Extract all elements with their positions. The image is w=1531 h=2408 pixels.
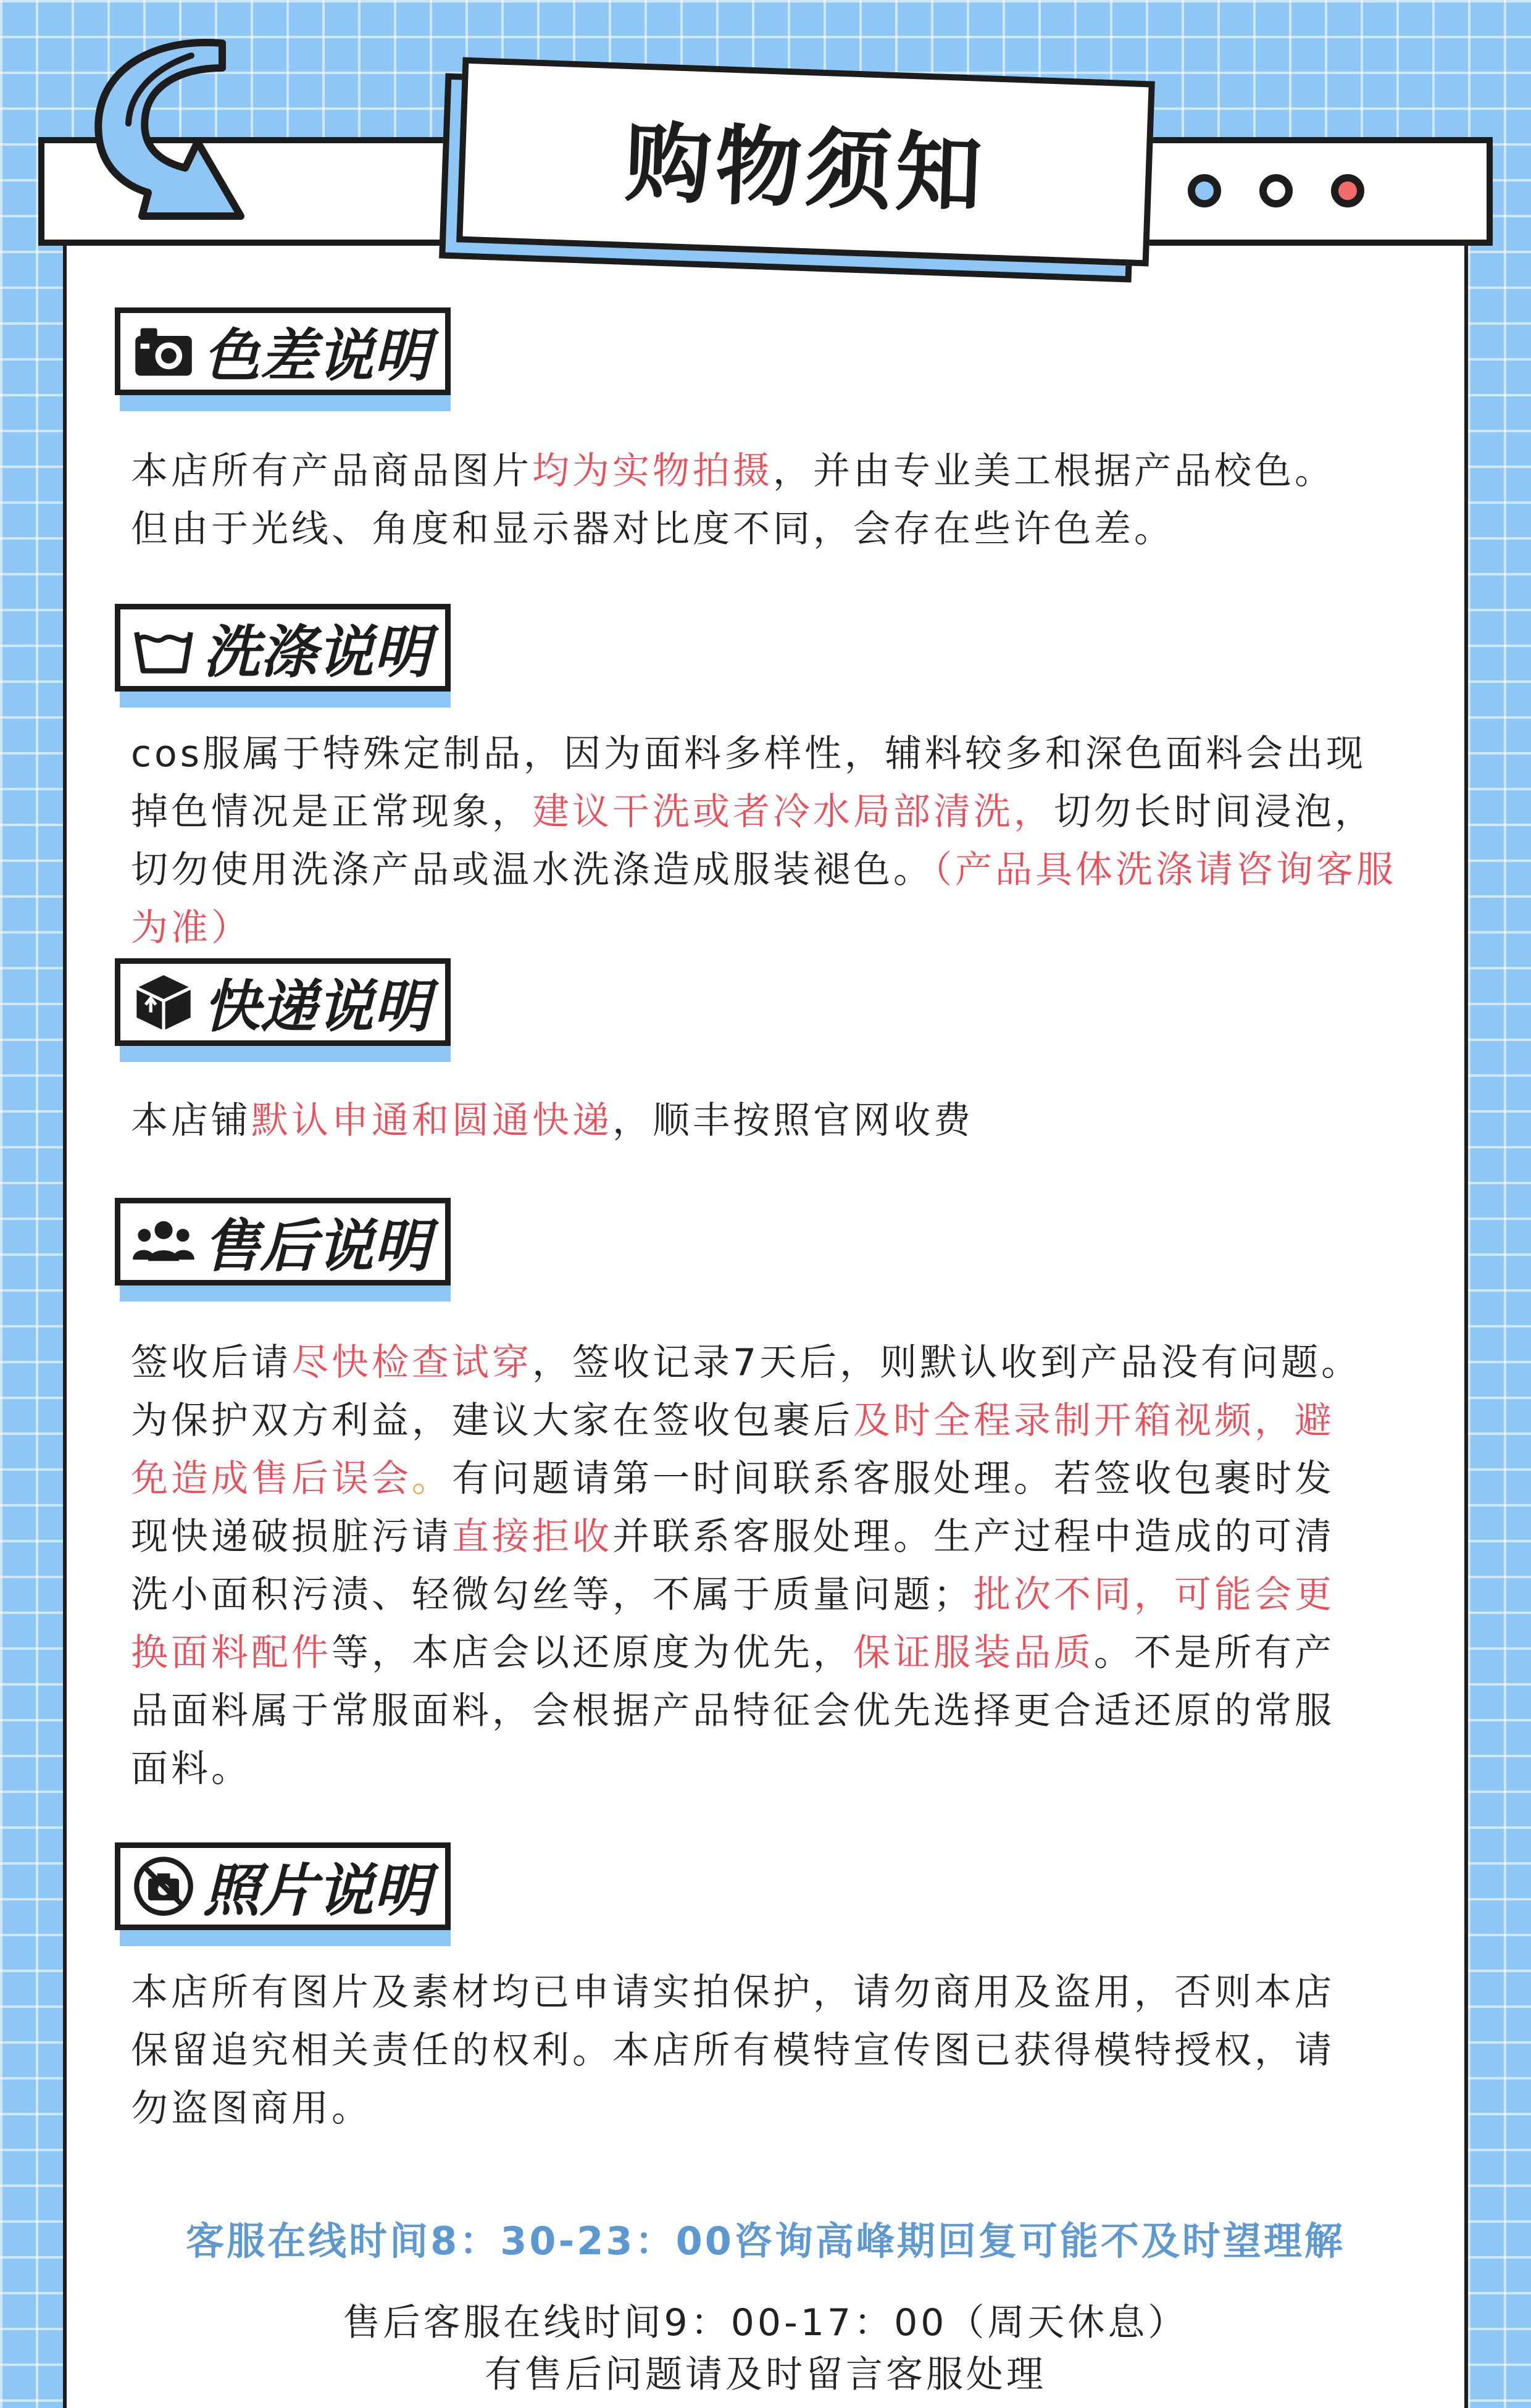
body-text: 但由于光线、角度和显示器对比度不同，会存在些许色差。 <box>131 508 1174 551</box>
body-text: 本店所有图片及素材均已申请实拍保护，请勿商用及盗用，否则本店 <box>131 1971 1335 2014</box>
page-title: 购物须知 <box>623 112 988 226</box>
text-line <box>131 725 1471 783</box>
text-line <box>131 500 1471 558</box>
highlight-text: 批次不同，可能会更 <box>974 1573 1335 1616</box>
text-line <box>131 783 1471 841</box>
body-text: cos服属于特殊定制品，因为面料多样性，辅料较多和深色面料会出现 <box>131 732 1366 775</box>
camera-icon <box>131 319 196 383</box>
title-card <box>456 57 1155 267</box>
highlight-text: 及时全程录制开箱视频，避 <box>853 1399 1335 1442</box>
wash-basin-icon <box>131 616 196 680</box>
highlight-text: 默认申通和圆通快递 <box>251 1099 612 1142</box>
body-text: ，并由专业美工根据产品校色。 <box>773 449 1335 493</box>
highlight-text: 直接拒收 <box>452 1515 612 1558</box>
text-line <box>131 442 1471 500</box>
no-photo-icon <box>131 1854 196 1918</box>
text-line <box>131 1740 1471 1798</box>
highlight-text: 为准） <box>131 906 251 950</box>
text-line <box>131 1334 1471 1392</box>
curved-arrow-icon <box>56 31 259 235</box>
highlight-text: （产品具体洗涤请咨询客服 <box>933 848 1396 892</box>
text-line <box>131 2080 1471 2138</box>
section-heading: 洗涤说明 <box>203 619 431 685</box>
highlight-text: 换面料配件 <box>131 1631 332 1674</box>
highlight-text: 免造成售后误会 <box>131 1457 412 1500</box>
text-line <box>131 1624 1471 1682</box>
aftersale-hours: 售后客服在线时间9：00-17：00（周天休息） <box>343 2301 1188 2344</box>
section-header-washing <box>115 604 451 709</box>
text-line <box>131 1392 1471 1450</box>
header-box <box>115 1198 451 1286</box>
body-text: 等，本店会以还原度为优先， <box>332 1631 853 1674</box>
body-text: 现快递破损脏污请 <box>131 1515 452 1558</box>
section-body-delivery <box>131 1092 1471 1150</box>
text-line <box>131 841 1471 899</box>
section-heading: 色差说明 <box>203 323 431 389</box>
body-text: 本店铺 <box>131 1099 251 1142</box>
package-box-icon <box>131 970 196 1034</box>
text-line <box>131 1682 1471 1740</box>
aftersale-note: 有售后问题请及时留言客服处理 <box>485 2353 1046 2396</box>
text-line <box>131 1566 1471 1624</box>
section-body-photos <box>131 1963 1471 2138</box>
text-line <box>131 2021 1471 2080</box>
body-text: 本店所有产品商品图片 <box>131 449 532 493</box>
section-body-aftersale <box>131 1334 1471 1798</box>
section-header-aftersale <box>115 1198 451 1303</box>
body-text: 为保护双方利益，建议大家在签收包裹后 <box>131 1399 853 1442</box>
body-text: 。不是所有产 <box>1094 1631 1335 1674</box>
section-header-photos <box>115 1842 451 1947</box>
body-text: 切勿使用洗涤产品或温水洗涤造成服装褪色。 <box>131 848 933 892</box>
text-line <box>131 1092 1471 1150</box>
header-box <box>115 1842 451 1930</box>
section-heading: 照片说明 <box>203 1858 431 1924</box>
section-heading: 快递说明 <box>203 974 431 1040</box>
text-line <box>131 1963 1471 2021</box>
highlight-text: 建议干洗或者冷水局部清洗， <box>532 790 1054 834</box>
body-text: 切勿长时间浸泡， <box>1054 790 1375 834</box>
section-header-delivery <box>115 958 451 1063</box>
section-body-washing <box>131 725 1471 957</box>
section-heading: 售后说明 <box>203 1213 431 1279</box>
people-group-icon <box>131 1210 196 1274</box>
highlight-text: 均为实物拍摄 <box>532 449 773 493</box>
body-text: ，顺丰按照官网收费 <box>612 1099 974 1142</box>
window-dot-icon <box>1331 174 1364 207</box>
body-text: 品面料属于常服面料，会根据产品特征会优先选择更合适还原的常服 <box>131 1689 1335 1733</box>
online-hours-notice: 客服在线时间8：30-23：00咨询高峰期回复可能不及时望理解 <box>186 2218 1345 2264</box>
body-text: 有问题请第一时间联系客服处理。若签收包裹时发 <box>452 1457 1335 1500</box>
header-box <box>115 307 451 395</box>
header-box <box>115 604 451 692</box>
highlight-text: 保证服装品质 <box>853 1631 1094 1674</box>
body-text: 洗小面积污渍、轻微勾丝等，不属于质量问题； <box>131 1573 974 1616</box>
header-box <box>115 958 451 1046</box>
highlight-text: 尽快检查试穿 <box>291 1341 532 1384</box>
body-text: 保留追究相关责任的权利。本店所有模特宣传图已获得模特授权，请 <box>131 2029 1335 2072</box>
body-text: 签收后请 <box>131 1341 291 1384</box>
body-text: 勿盗图商用。 <box>131 2087 372 2130</box>
text-line <box>131 899 1471 957</box>
body-text: 掉色情况是正常现象， <box>131 790 532 834</box>
highlight-text: 。 <box>412 1457 452 1500</box>
section-body-color-diff <box>131 442 1471 558</box>
window-dot-icon <box>1259 174 1293 207</box>
body-text: 并联系客服处理。生产过程中造成的可清 <box>612 1515 1335 1558</box>
section-header-color-diff <box>115 307 451 412</box>
body-text: 面料。 <box>131 1747 251 1791</box>
text-line <box>131 1450 1471 1508</box>
text-line <box>131 1508 1471 1566</box>
body-text: ，签收记录7天后，则默认收到产品没有问题。 <box>532 1341 1362 1384</box>
window-dot-icon <box>1188 174 1221 207</box>
